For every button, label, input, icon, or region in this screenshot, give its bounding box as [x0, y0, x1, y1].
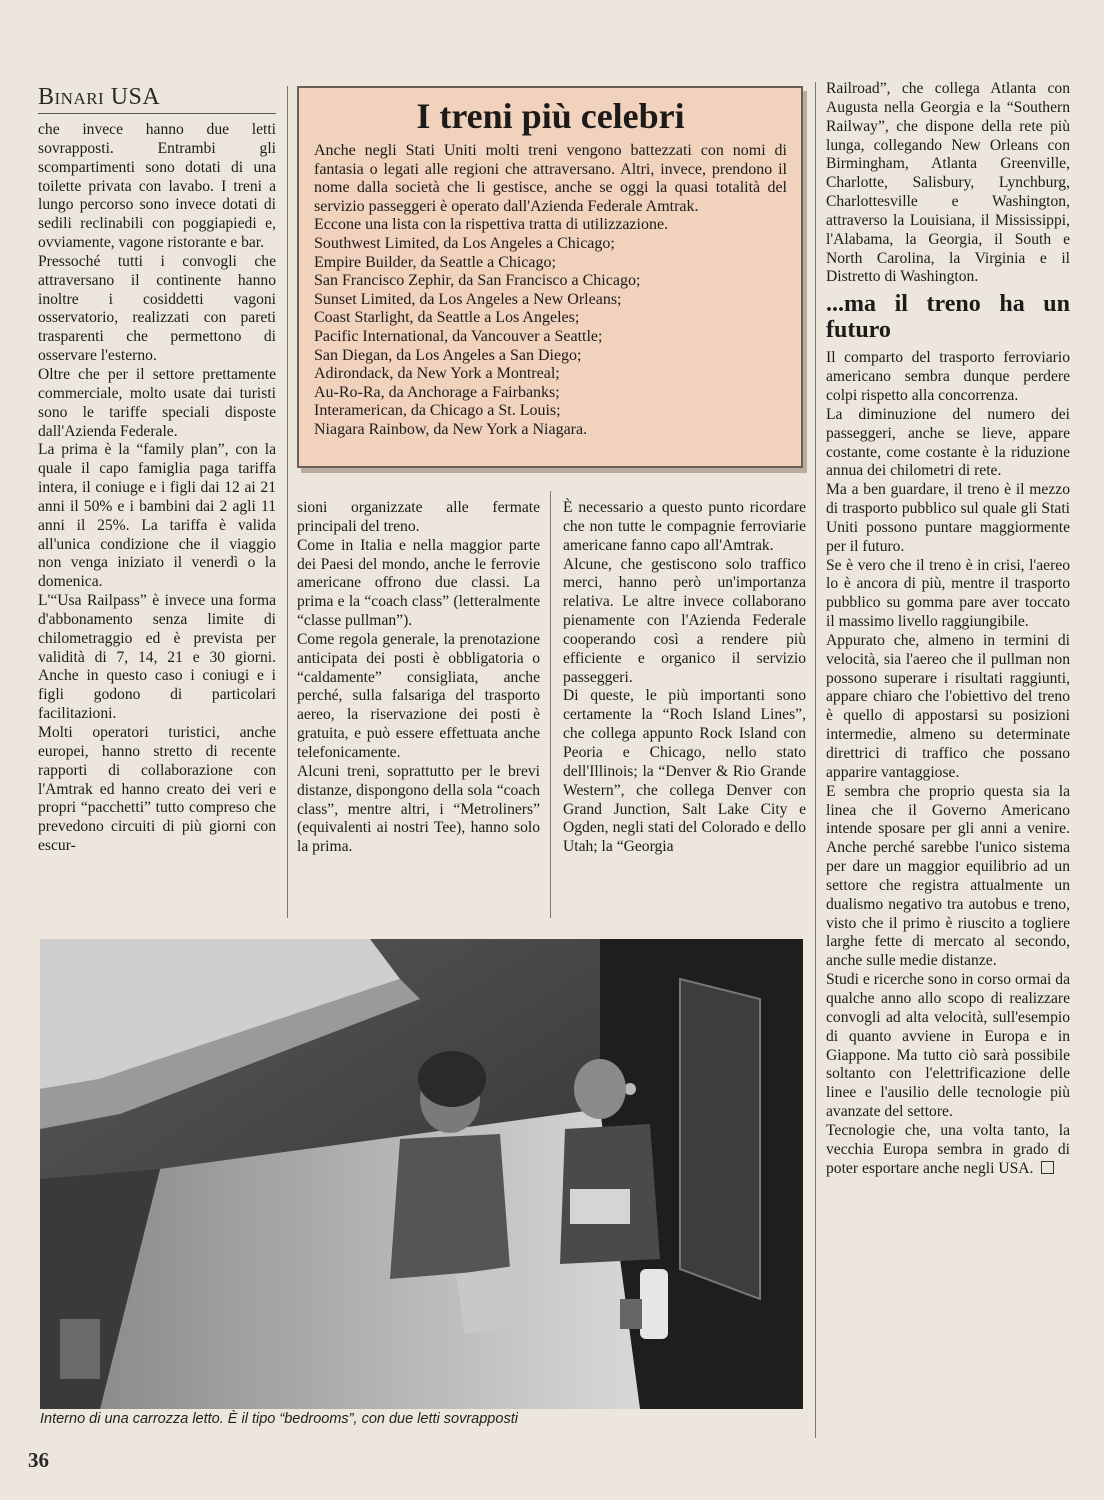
- col1-paragraph: Molti operatori turistici, anche europei, hanno stretto di recente rapporti di collaborazione con l'Amtrak ed hanno creato dei veri e propri “pacchetti” tutto compreso che prevedono circuiti di più giorni con escur-: [38, 724, 276, 855]
- subheading: ...ma il treno ha un futuro: [826, 291, 1070, 344]
- list-item: Empire Builder, da Seattle a Chicago;: [314, 253, 556, 271]
- col4-paragraph: Railroad”, che collega Atlanta con Augusta nella Georgia e la “Southern Railway”, che dispone della rete più lunga, collegando New Orleans con Birmingham, Atlanta Greenville, Charlotte, Salisbury, Lynchburg, Charlottesville e Washington, attraverso la Louisiana, il Mississippi, l'Alabama, la Georgia, il South e North Carolina, la Virginia e il Distretto di Washington.: [826, 80, 1070, 286]
- column-divider: [550, 491, 551, 918]
- box-title: I treni più celebri: [416, 96, 685, 136]
- col1-paragraph: La prima è la “family plan”, con la quale il capo famiglia paga tariffa intera, il coniuge e i figli dai 12 ai 21 anni il 50% e i bambini dai 2 agli 11 anni il 25%. La tariffa è valida all'unica condizione che il viaggio non venga iniziato il venerdì o la domenica.: [38, 441, 276, 591]
- column-divider: [287, 86, 288, 918]
- list-item: Pacific International, da Vancouver a Seattle;: [314, 327, 603, 345]
- list-item: Southwest Limited, da Los Angeles a Chicago;: [314, 234, 615, 252]
- column-1: [38, 121, 276, 856]
- column-3: [563, 499, 806, 857]
- section-title: Binari USA: [38, 84, 161, 110]
- col4-paragraph: La diminuzione del numero dei passeggeri, anche se lieve, appare costante, come costante è la riduzione annua dei chilometri di rete.: [826, 405, 1070, 480]
- sleeper-car-photo: [40, 939, 803, 1409]
- list-item: Au-Ro-Ra, da Anchorage a Fairbanks;: [314, 383, 560, 401]
- list-item: Coast Starlight, da Seattle a Los Angeles;: [314, 309, 580, 327]
- col3-paragraph: Alcune, che gestiscono solo traffico merci, hanno però un'importanza relativa. Le altre invece collaborano pienamente con l'Azienda Federale cooperando così a rendere più efficiente e organico il servizio passeggeri.: [563, 555, 806, 686]
- box-list-intro: Eccone una lista con la rispettiva tratta di utilizzazione.: [314, 216, 669, 234]
- column-2: [297, 499, 540, 857]
- section-header: [38, 84, 276, 114]
- sidebar-box-famous-trains: [297, 86, 803, 468]
- column-4: [826, 80, 1070, 1178]
- column-divider: [815, 82, 816, 1438]
- col1-paragraph: Pressoché tutti i convogli che attraversano il continente hanno inoltre i cosiddetti vagoni osservatorio, realizzati con pareti trasparenti che permettono di osservare l'esterno.: [38, 252, 276, 365]
- photo-illustration: [40, 939, 803, 1409]
- list-item: San Diegan, da Los Angeles a San Diego;: [314, 346, 582, 364]
- col1-paragraph: che invece hanno due letti sovrapposti. Entrambi gli scompartimenti sono dotati di una toilette privata con lavabo. I treni a lungo percorso sono invece dotati di sedili reclinabili con poggiapiedi e, ovviamente, vagone ristorante e bar.: [38, 121, 276, 252]
- box-intro: Anche negli Stati Uniti molti treni vengono battezzati con nomi di fantasia o legati alle regioni che attraversano. Altri, invece, prendono il nome dalla società che li gestisce, anche se oggi la quasi totalità del servizio passeggeri è operato dall'Azienda Federale Amtrak.: [314, 142, 787, 215]
- col3-paragraph: Di queste, le più importanti sono certamente la “Roch Island Lines”, che collega appunto Rock Island con Peoria e Chicago, nello stato dell'Illinois; la “Denver & Rio Grande Western”, che collega Denver con Grand Junction, Salt Lake City e Ogden, negli stati del Colorado e dello Utah; la “Georgia: [563, 687, 806, 856]
- col1-paragraph: Oltre che per il settore prettamente commerciale, molto usate dai turisti sono le tariffe speciali disposte dall'Azienda Federale.: [38, 365, 276, 440]
- list-item: Adirondack, da New York a Montreal;: [314, 365, 560, 383]
- col2-paragraph: Alcuni treni, soprattutto per le brevi distanze, dispongono della sola “coach class”, mentre altri, i “Metroliners” (equivalenti ai nostri Tee), hanno solo la prima.: [297, 762, 540, 856]
- col2-paragraph: Come regola generale, la prenotazione anticipata dei posti è obbligatoria o “caldamente” consigliata, anche perché, sulla falsariga del trasporto aereo, la riservazione dei posti è gratuita, e può essere effettuata anche telefonicamente.: [297, 630, 540, 761]
- col4-paragraph: Se è vero che il treno è in crisi, l'aereo lo è ancora di più, mentre il trasporto pubblico su gomma pare aver toccato il massimo livello raggiungibile.: [826, 556, 1070, 631]
- list-item: Niagara Rainbow, da New York a Niagara.: [314, 420, 588, 438]
- col1-paragraph: L'“Usa Railpass” è invece una forma d'abbonamento senza limite di chilometraggio ed è prevista per validità di 7, 14, 21 e 30 giorni. Anche in questo caso i coniugi e i figli godono di particolari facilitazioni.: [38, 592, 276, 723]
- end-of-article-icon: [1041, 1161, 1054, 1174]
- col3-paragraph: È necessario a questo punto ricordare che non tutte le compagnie ferroviarie americane fanno capo all'Amtrak.: [563, 499, 806, 554]
- page-number: 36: [28, 1448, 49, 1472]
- photo-caption: Interno di una carrozza letto. È il tipo “bedrooms”, con due letti sovrapposti: [40, 1411, 518, 1427]
- col4-paragraph: Appurato che, almeno in termini di velocità, sia l'aereo che il pullman non possono superare i risultati raggiunti, appare chiaro che l'obiettivo del treno è quello di appostarsi su posizioni intermedie, almeno su determinate direttrici di traffico che possano apparire vantaggiose.: [826, 631, 1070, 781]
- col2-paragraph: Come in Italia e nella maggior parte dei Paesi del mondo, anche le ferrovie americane offrono due classi. La prima e la “coach class” (letteralmente “classe pullman”).: [297, 536, 540, 630]
- col4-paragraph: Ma a ben guardare, il treno è il mezzo di trasporto pubblico sul quale gli Stati Uniti possono puntare maggiormente per il futuro.: [826, 481, 1070, 555]
- col4-paragraph: E sembra che proprio questa sia la linea che il Governo Americano intende sposare per gli anni a venire. Anche perché sarebbe l'unico sistema per dare un maggior equilibrio ad un settore che registra attualmente un dualismo negativo tra autobus e treno, visto che il primo è riuscito a togliere larghe fette di mercato al secondo, anche sulle medie distanze.: [826, 782, 1070, 970]
- col4-paragraph: Studi e ricerche sono in corso ormai da qualche anno allo scopo di realizzare convogli ad alta velocità, sull'esempio di quanto avviene in Europa e in Giappone. Ma tutto ciò sarà possibile soltanto con l'elettrificazione delle linee e l'ausilio delle tecnologie più avanzate del settore.: [826, 971, 1070, 1121]
- list-item: Sunset Limited, da Los Angeles a New Orleans;: [314, 290, 622, 308]
- col4-paragraph: Tecnologie che, una volta tanto, la vecchia Europa sembra in grado di poter esportare anche negli USA.: [826, 1121, 1070, 1177]
- col4-paragraph: Il comparto del trasporto ferroviario americano sembra dunque perdere colpi rispetto alla concorrenza.: [826, 349, 1070, 404]
- col2-paragraph: sioni organizzate alle fermate principali del treno.: [297, 499, 540, 535]
- list-item: San Francisco Zephir, da San Francisco a Chicago;: [314, 272, 641, 290]
- list-item: Interamerican, da Chicago a St. Louis;: [314, 402, 561, 420]
- train-list: [314, 235, 787, 440]
